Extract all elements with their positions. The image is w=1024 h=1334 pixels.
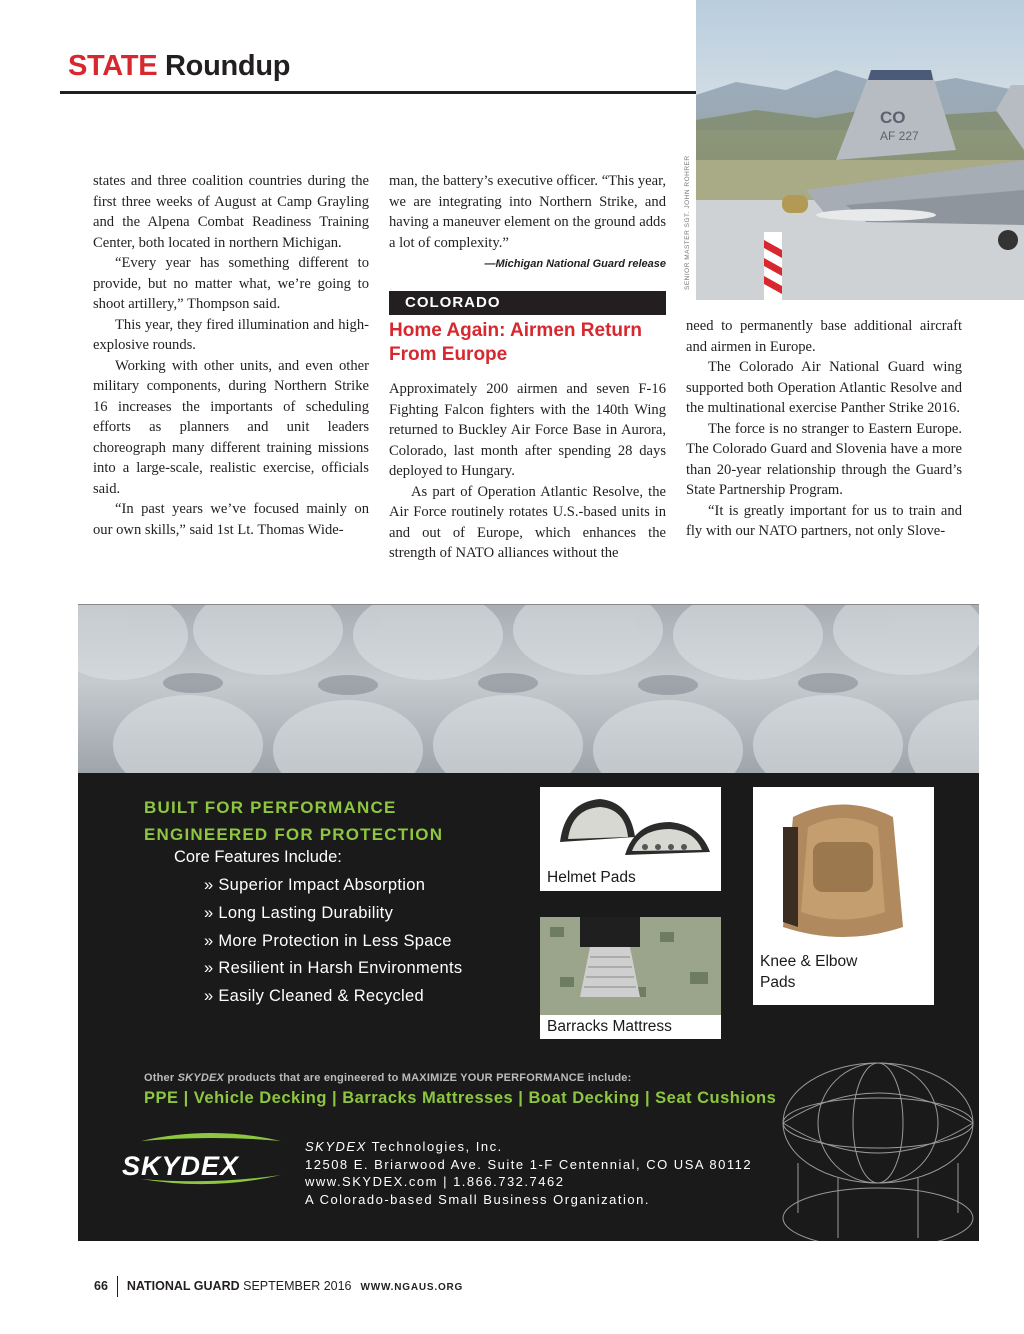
paragraph: need to permanently base additional aircraft and airmen in Europe.	[686, 318, 962, 355]
product-list: PPE | Vehicle Decking | Barracks Mattresses | Boat Decking | Seat Cushions	[144, 1089, 777, 1107]
f16-photo	[696, 0, 1024, 300]
feature-item: » Resilient in Harsh Environments	[204, 959, 463, 977]
paragraph: As part of Operation Atlantic Resolve, the Air Force routinely rotates U.S.-based units in and out of Europe, which enhances the strength of NATO alliances without the	[389, 483, 666, 561]
barracks-mattress-card	[540, 917, 721, 1039]
article-column-2	[389, 171, 666, 275]
knee-pad-image	[753, 787, 934, 952]
ad-headline	[144, 794, 443, 848]
paragraph: The Colorado Air National Guard wing supported both Operation Atlantic Resolve and the multinational exercise Panther Strike 2016.	[686, 359, 962, 416]
other-prefix: Other	[144, 1072, 175, 1084]
page-footer	[94, 1276, 463, 1297]
knee-label-line1: Knee & Elbow	[760, 953, 858, 970]
page-number: 66	[94, 1278, 108, 1293]
helmet-pads-image	[540, 787, 721, 867]
company-tagline: A Colorado-based Small Business Organization.	[305, 1191, 650, 1207]
article-column-3	[686, 316, 962, 542]
company-name: Technologies, Inc.	[371, 1139, 503, 1154]
paragraph: “In past years we’ve focused mainly on our own skills,” said 1st Lt. Thomas Wide-	[93, 501, 369, 538]
header-rule	[60, 91, 696, 94]
other-products-intro	[144, 1072, 631, 1084]
title-state: STATE	[68, 50, 158, 82]
core-features-title: Core Features Include:	[174, 848, 342, 866]
feature-item: » More Protection in Less Space	[204, 932, 452, 950]
company-brand: SKYDEX	[305, 1139, 367, 1154]
paragraph: Working with other units, and even other military components, during Northern Strike 16 increases the importants of scheduling efforts as planners and unit leaders choreograph many different training missions into a large-scale, realistic exercise, officials said.	[93, 357, 369, 497]
company-contact: www.SKYDEX.com | 1.866.732.7462	[305, 1174, 565, 1189]
knee-label-line2: Pads	[760, 974, 796, 991]
paragraph: The force is no stranger to Eastern Europe. The Colorado Guard and Slovenia have a more than 20-year relationship through the Guard’s State Partnership Program.	[686, 420, 962, 498]
barracks-mattress-label: Barracks Mattress	[547, 1018, 672, 1035]
title-roundup: Roundup	[165, 50, 291, 82]
paragraph: “It is greatly important for us to train and fly with our NATO partners, not only Slove-	[686, 502, 962, 539]
state-label: COLORADO	[389, 291, 666, 315]
article-column-1	[93, 171, 369, 540]
paragraph: “Every year has something different to provide, but no matter what, we’re going to shoot artillery,” Thompson said.	[93, 255, 369, 312]
skydex-cells-illustration	[78, 605, 979, 773]
knee-elbow-pads-label	[760, 951, 857, 993]
other-suffix: products that are engineered to MAXIMIZE YOUR PERFORMANCE include:	[227, 1072, 632, 1084]
helmet-pads-card	[540, 787, 721, 891]
feature-item: » Long Lasting Durability	[204, 904, 394, 922]
issue-date: SEPTEMBER 2016	[243, 1278, 352, 1293]
footer-divider	[117, 1276, 118, 1297]
company-address: 12508 E. Briarwood Ave. Suite 1-F Centennial, CO USA 80112	[305, 1156, 753, 1172]
f16-illustration	[696, 0, 1024, 300]
ad-headline-line1: BUILT FOR PERFORMANCE	[144, 798, 397, 817]
knee-elbow-pads-card	[753, 787, 934, 1005]
tail-code: CO	[880, 108, 906, 127]
ad-texture-image	[78, 605, 979, 773]
tail-number: AF 227	[880, 129, 919, 143]
website-link[interactable]: WWW.NGAUS.ORG	[360, 1281, 464, 1293]
article-headline: Home Again: Airmen Return From Europe	[389, 320, 643, 365]
release-credit: —Michigan National Guard release	[484, 258, 666, 270]
magazine-name: NATIONAL GUARD	[126, 1278, 240, 1293]
other-brand: SKYDEX	[177, 1072, 225, 1084]
paragraph: This year, they fired illumination and high-explosive rounds.	[93, 316, 369, 353]
skydex-logo: SKYDEX	[122, 1151, 240, 1181]
feature-item: » Superior Impact Absorption	[204, 876, 426, 894]
company-name-line	[305, 1138, 752, 1156]
page-title	[68, 50, 290, 83]
paragraph: Approximately 200 airmen and seven F-16 Fighting Falcon fighters with the 140th Wing returned to Buckley Air Force Base in Aurora, Colorado, last month after spending 28 days deployed to Hungary.	[389, 381, 666, 479]
paragraph: states and three coalition countries during the first three weeks of August at Camp Grayling and the Alpena Combat Readiness Training Center, both located in northern Michigan.	[93, 173, 369, 251]
skydex-advertisement	[78, 773, 979, 1241]
photo-credit: SENIOR MASTER SGT. JOHN ROHRER	[684, 155, 691, 290]
feature-item: » Easily Cleaned & Recycled	[204, 987, 424, 1005]
barracks-mattress-image	[540, 917, 721, 1015]
article-column-2-lower	[389, 379, 666, 564]
company-info	[305, 1138, 752, 1208]
wireframe-cell-graphic	[768, 1043, 979, 1241]
helmet-pads-label: Helmet Pads	[547, 869, 636, 886]
paragraph: man, the battery’s executive officer. “This year, we are integrating into Northern Strike, and having a maneuver element on the ground adds a lot of complexity.”	[389, 173, 666, 251]
ad-headline-line2: ENGINEERED FOR PROTECTION	[144, 825, 444, 844]
